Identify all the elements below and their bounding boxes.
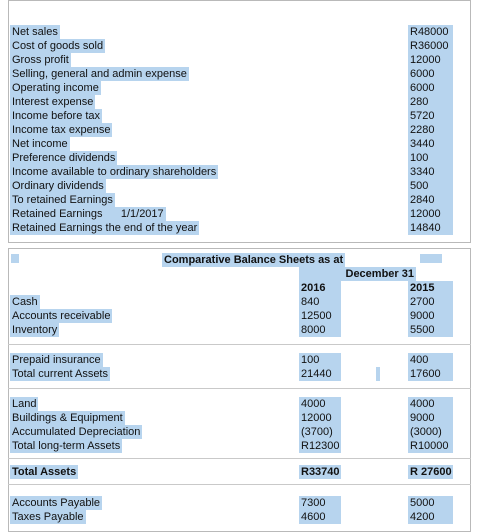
is-value: 12000 xyxy=(408,53,453,67)
bs-title-row xyxy=(0,253,479,267)
bs-value-2016: 4600 xyxy=(299,510,341,524)
bs-label: Inventory xyxy=(12,324,58,336)
is-value: 2840 xyxy=(408,193,453,207)
bs-value-2016: 8000 xyxy=(299,323,341,337)
is-value: 100 xyxy=(408,151,453,165)
is-label: Income available to ordinary shareholders xyxy=(12,166,217,178)
bs-value-2015: (3000) xyxy=(408,425,453,439)
bs-label: Buildings & Equipment xyxy=(12,412,123,424)
section-divider xyxy=(8,458,471,459)
bs-label: Accounts Payable xyxy=(12,497,101,509)
balance-sheet-title: Comparative Balance Sheets as at xyxy=(164,254,344,266)
bs-value-2016: 12000 xyxy=(299,411,341,425)
highlight-bar xyxy=(376,367,380,381)
is-row-sga xyxy=(0,67,479,81)
is-value: 3440 xyxy=(408,137,453,151)
bs-row-accounts-payable xyxy=(0,496,479,510)
bs-value-2016: 21440 xyxy=(299,367,341,381)
bs-row-land xyxy=(0,397,479,411)
bs-value-2015: 4000 xyxy=(408,397,453,411)
bs-label: Total long-term Assets xyxy=(12,440,121,452)
bs-value-2016: 7300 xyxy=(299,496,341,510)
bs-row-taxes-payable xyxy=(0,510,479,524)
bs-subtitle-row xyxy=(0,267,479,281)
bs-row-inventory xyxy=(0,323,479,337)
bs-value-2015: 4200 xyxy=(408,510,453,524)
section-divider xyxy=(8,484,471,485)
is-row-net-sales xyxy=(0,25,479,39)
is-value: R36000 xyxy=(408,39,453,53)
bs-label: Prepaid insurance xyxy=(12,354,101,366)
bs-label: Land xyxy=(12,398,37,410)
bs-value-2015: 400 xyxy=(408,353,453,367)
is-label: Interest expense xyxy=(12,96,94,108)
bs-value-2016: (3700) xyxy=(299,425,341,439)
is-row-income-available xyxy=(0,165,479,179)
section-divider xyxy=(8,388,471,389)
is-row-income-before-tax xyxy=(0,109,479,123)
is-value: R48000 xyxy=(408,25,453,39)
bs-value-2016: R33740 xyxy=(301,466,340,478)
is-label: Net sales xyxy=(12,26,58,38)
bs-row-accounts-receivable xyxy=(0,309,479,323)
year-2015-header: 2015 xyxy=(408,281,453,295)
bs-value-2015: 9000 xyxy=(408,411,453,425)
year-2016-header: 2016 xyxy=(299,281,341,295)
is-value: 500 xyxy=(408,179,453,193)
bs-value-2016: 100 xyxy=(299,353,341,367)
bs-value-2015: R10000 xyxy=(408,439,453,453)
is-row-income-tax xyxy=(0,123,479,137)
bs-value-2015: 5500 xyxy=(408,323,453,337)
bs-label: Taxes Payable xyxy=(12,511,84,523)
bs-year-header-row xyxy=(0,281,479,295)
bs-row-total-assets xyxy=(0,465,479,479)
balance-sheet-subtitle: December 31 xyxy=(299,267,416,281)
bs-row-total-current-assets xyxy=(0,367,479,381)
is-value: 280 xyxy=(408,95,453,109)
is-row-operating-income xyxy=(0,81,479,95)
is-label: Operating income xyxy=(12,82,99,94)
is-value: 2280 xyxy=(408,123,453,137)
bs-row-total-long-term-assets xyxy=(0,439,479,453)
is-row-cogs xyxy=(0,39,479,53)
is-label: Income before tax xyxy=(12,110,101,122)
is-value: 6000 xyxy=(408,67,453,81)
section-divider xyxy=(8,344,471,345)
is-label: Selling, general and admin expense xyxy=(12,68,187,80)
is-row-retained-earnings-close xyxy=(0,221,479,235)
is-value: 3340 xyxy=(408,165,453,179)
is-row-interest-expense xyxy=(0,95,479,109)
is-label: Cost of goods sold xyxy=(12,40,104,52)
bs-value-2015: R 27600 xyxy=(410,466,452,478)
bs-row-prepaid-insurance xyxy=(0,353,479,367)
bs-value-2015: 5000 xyxy=(408,496,453,510)
bs-row-accumulated-depreciation xyxy=(0,425,479,439)
bs-row-buildings-equipment xyxy=(0,411,479,425)
is-label: To retained Earnings xyxy=(12,194,113,206)
is-value: 6000 xyxy=(408,81,453,95)
is-label: Net income xyxy=(12,138,68,150)
bs-label: Total Assets xyxy=(12,466,77,478)
bs-value-2015: 9000 xyxy=(408,309,453,323)
is-value: 5720 xyxy=(408,109,453,123)
bs-value-2016: 840 xyxy=(299,295,341,309)
is-label: Retained Earnings 1/1/2017 xyxy=(12,208,164,220)
bs-value-2016: R12300 xyxy=(301,440,340,452)
is-value: 14840 xyxy=(408,221,453,235)
is-value: 12000 xyxy=(408,207,453,221)
bs-label: Cash xyxy=(12,296,38,308)
is-row-preference-dividends xyxy=(0,151,479,165)
bs-value-2015: 17600 xyxy=(408,367,453,381)
is-label: Retained Earnings the end of the year xyxy=(12,222,198,234)
is-label: Ordinary dividends xyxy=(12,180,104,192)
bs-label: Total current Assets xyxy=(12,368,108,380)
bs-value-2016: 4000 xyxy=(299,397,341,411)
is-label: Preference dividends xyxy=(12,152,116,164)
is-row-ordinary-dividends xyxy=(0,179,479,193)
is-row-net-income xyxy=(0,137,479,151)
is-row-gross-profit xyxy=(0,53,479,67)
bs-value-2015: 2700 xyxy=(408,295,453,309)
bs-label: Accumulated Depreciation xyxy=(12,426,141,438)
bs-value-2016: 12500 xyxy=(299,309,341,323)
is-label: Income tax expense xyxy=(12,124,111,136)
is-label: Gross profit xyxy=(12,54,69,66)
is-row-retained-earnings-open xyxy=(0,207,479,221)
bs-label: Accounts receivable xyxy=(12,310,111,322)
bs-row-cash xyxy=(0,295,479,309)
is-row-to-retained-earnings xyxy=(0,193,479,207)
